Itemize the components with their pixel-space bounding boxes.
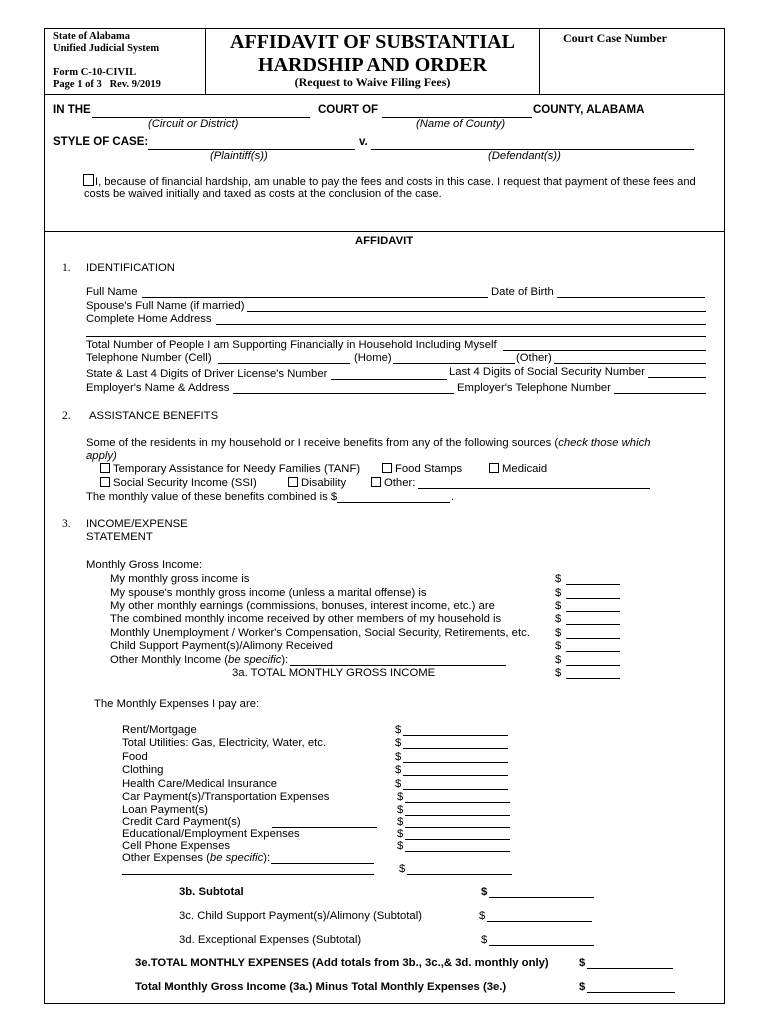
benefits-intro <box>86 437 651 449</box>
expense-dollar-sign: $ <box>395 764 402 776</box>
frame-left <box>44 28 45 1004</box>
income-dollar-sign: $ <box>555 573 562 585</box>
income-amount-field[interactable] <box>566 611 620 612</box>
benefits-intro-italic: check those which <box>558 437 651 449</box>
food-stamps-option[interactable] <box>382 463 462 475</box>
medicaid-label: Medicaid <box>502 463 548 475</box>
style-of-case-label: STYLE OF CASE: <box>53 136 149 148</box>
income-amount-field[interactable] <box>566 598 620 599</box>
other-expenses-label: Other Expenses (be specific): <box>122 852 271 864</box>
expense-item-label: Clothing <box>122 764 164 776</box>
expenses-heading: The Monthly Expenses I pay are: <box>94 698 260 710</box>
tanf-checkbox[interactable] <box>100 463 110 473</box>
other-phone-label: (Other) <box>516 352 552 364</box>
total-expenses-field[interactable] <box>587 968 673 969</box>
income-item-label: Child Support Payment(s)/Alimony Received <box>110 640 333 652</box>
expense-dollar-sign: $ <box>397 840 404 852</box>
expense-amount-field[interactable] <box>403 789 508 790</box>
frame-top <box>44 28 725 29</box>
child-support-subtotal-label: 3c. Child Support Payment(s)/Alimony (Subtotal) <box>179 910 422 922</box>
home-address-label: Complete Home Address <box>86 313 212 325</box>
exceptional-expenses-field[interactable] <box>489 945 594 946</box>
versus-label: v. <box>359 136 368 148</box>
income-amount-field[interactable] <box>566 638 620 639</box>
date-of-birth-label: Date of Birth <box>491 286 554 298</box>
expense-item-label: Cell Phone Expenses <box>122 840 231 852</box>
court-of-label: COURT OF <box>318 104 379 116</box>
expense-dollar-sign: $ <box>397 816 404 828</box>
income-dollar-sign: $ <box>555 587 562 599</box>
food-stamps-label: Food Stamps <box>395 463 463 475</box>
medicaid-option[interactable] <box>489 463 547 475</box>
expense-amount-field[interactable] <box>405 827 510 828</box>
expense-item-label: Food <box>122 751 148 763</box>
section-3-number: 3. <box>62 518 71 530</box>
employer-phone-field[interactable] <box>614 393 706 394</box>
subtotal-dollar-sign: $ <box>481 886 488 898</box>
cell-phone-label: Telephone Number (Cell) <box>86 352 212 364</box>
court-case-number-field[interactable] <box>545 48 719 90</box>
state-name: State of Alabama <box>53 31 130 42</box>
expense-dollar-sign: $ <box>395 724 402 736</box>
drivers-license-field[interactable] <box>331 379 447 380</box>
benefits-value-field[interactable] <box>337 502 450 503</box>
home-address-field-2[interactable] <box>86 336 706 337</box>
expense-amount-field[interactable] <box>405 839 510 840</box>
other-income-label: Other Monthly Income (be specific): <box>110 654 289 666</box>
tanf-option[interactable] <box>100 463 360 475</box>
form-title-line1: AFFIDAVIT OF SUBSTANTIAL <box>230 31 515 53</box>
ssi-option[interactable] <box>100 477 257 489</box>
income-dollar-sign: $ <box>555 654 562 666</box>
in-the-label: IN THE <box>53 104 91 116</box>
other-benefit-label: Other: <box>384 477 416 489</box>
employer-label: Employer's Name & Address <box>86 382 230 394</box>
page-number: Page 1 of 3 <box>53 79 102 90</box>
other-expenses-description-field-2[interactable] <box>122 874 374 875</box>
affidavit-heading: AFFIDAVIT <box>355 235 414 247</box>
expense-item-label: Total Utilities: Gas, Electricity, Water, etc. <box>122 737 327 749</box>
other-expenses-description-field[interactable] <box>271 863 374 864</box>
benefits-intro-text: Some of the residents in my household or I receive benefits from any of the following sources ( <box>86 437 559 449</box>
expense-amount-field[interactable] <box>403 748 508 749</box>
expense-amount-field[interactable] <box>403 775 508 776</box>
expense-dollar-sign: $ <box>399 863 406 875</box>
income-item-label: The combined monthly income received by other members of my household is <box>110 613 502 625</box>
expense-dollar-sign: $ <box>395 778 402 790</box>
plaintiff-hint: (Plaintiff(s)) <box>210 150 268 162</box>
other-benefit-checkbox[interactable] <box>371 477 381 487</box>
disability-option[interactable] <box>288 477 346 489</box>
other-expenses-amount-field[interactable] <box>407 874 512 875</box>
frame-right <box>724 28 725 1004</box>
county-name-hint: (Name of County) <box>416 118 506 130</box>
total-income-label: 3a. TOTAL MONTHLY GROSS INCOME <box>232 667 436 679</box>
income-dollar-sign: $ <box>555 667 562 679</box>
income-item-label: My other monthly earnings (commissions, bonuses, interest income, etc.) are <box>110 600 495 612</box>
income-item-label: Monthly Unemployment / Worker's Compensation, Social Security, Retirements, etc. <box>110 627 530 639</box>
ssn-field[interactable] <box>648 377 706 378</box>
net-income-field[interactable] <box>587 992 675 993</box>
spouse-name-label: Spouse's Full Name (if married) <box>86 300 245 312</box>
exceptional-dollar-sign: $ <box>481 934 488 946</box>
subtotal-label: 3b. Subtotal <box>179 886 244 898</box>
income-amount-field[interactable] <box>566 624 620 625</box>
expense-amount-field[interactable] <box>405 815 510 816</box>
income-dollar-sign: $ <box>555 640 562 652</box>
waiver-request-checkbox[interactable] <box>83 174 94 186</box>
expense-item-label: Credit Card Payment(s) <box>122 816 241 828</box>
section-2-title: ASSISTANCE BENEFITS <box>89 410 219 422</box>
cell-phone-field[interactable] <box>218 363 350 364</box>
income-heading: Monthly Gross Income: <box>86 559 203 571</box>
net-income-label: Total Monthly Gross Income (3a.) Minus Total Monthly Expenses (3e.) <box>135 981 507 993</box>
employer-phone-label: Employer's Telephone Number <box>457 382 611 394</box>
benefits-value-label: The monthly value of these benefits combined is $ <box>86 491 338 503</box>
expense-item-label: Rent/Mortgage <box>122 724 197 736</box>
waiver-request-line2: costs be waived initially and taxed as costs at the conclusion of the case. <box>84 188 442 200</box>
subtotal-field[interactable] <box>489 897 594 898</box>
form-title-line2: HARDSHIP AND ORDER <box>258 54 487 76</box>
expense-item-label: Car Payment(s)/Transportation Expenses <box>122 791 330 803</box>
food-stamps-checkbox[interactable] <box>382 463 392 473</box>
expense-dollar-sign: $ <box>395 751 402 763</box>
income-amount-field[interactable] <box>566 651 620 652</box>
total-expenses-label: 3e.TOTAL MONTHLY EXPENSES (Add totals from 3b., 3c.,& 3d. monthly only) <box>135 957 549 969</box>
tanf-label: Temporary Assistance for Needy Families (TANF) <box>113 463 361 475</box>
revision: Rev. 9/2019 <box>109 79 161 90</box>
home-address-field[interactable] <box>216 324 706 325</box>
home-phone-field[interactable] <box>393 363 515 364</box>
household-count-label: Total Number of People I am Supporting Financially in Household Including Myself <box>86 339 497 351</box>
expense-item-label: Educational/Employment Expenses <box>122 828 300 840</box>
expense-dollar-sign: $ <box>397 804 404 816</box>
date-of-birth-field[interactable] <box>557 297 705 298</box>
other-phone-field[interactable] <box>554 363 706 364</box>
section-1-title: IDENTIFICATION <box>86 262 175 274</box>
disability-label: Disability <box>301 477 347 489</box>
spouse-name-field[interactable] <box>247 311 706 312</box>
expense-dollar-sign: $ <box>397 828 404 840</box>
form-number: Form C-10-CIVIL <box>53 67 137 78</box>
income-dollar-sign: $ <box>555 600 562 612</box>
circuit-district-hint: (Circuit or District) <box>148 118 239 130</box>
total-expenses-dollar-sign: $ <box>579 957 586 969</box>
expense-item-label: Loan Payment(s) <box>122 804 209 816</box>
child-support-dollar-sign: $ <box>479 910 486 922</box>
header-divider-right <box>539 28 540 94</box>
county-alabama-label: COUNTY, ALABAMA <box>533 104 645 116</box>
home-phone-label: (Home) <box>354 352 392 364</box>
affidavit-top-rule <box>44 231 725 232</box>
court-case-number-label: Court Case Number <box>563 31 667 45</box>
defendant-hint: (Defendant(s)) <box>488 150 561 162</box>
section-3-title-line1: INCOME/EXPENSE <box>86 518 188 530</box>
disability-checkbox[interactable] <box>288 477 298 487</box>
ssi-checkbox[interactable] <box>100 477 110 487</box>
full-name-field[interactable] <box>142 297 488 298</box>
child-support-subtotal-field[interactable] <box>487 921 592 922</box>
other-benefit-option[interactable] <box>371 477 415 489</box>
exceptional-expenses-label: 3d. Exceptional Expenses (Subtotal) <box>179 934 362 946</box>
expense-amount-field[interactable] <box>403 762 508 763</box>
drivers-license-label: State & Last 4 Digits of Driver License's Number <box>86 368 328 380</box>
section-1-number: 1. <box>62 262 71 274</box>
expense-dollar-sign: $ <box>397 791 404 803</box>
full-name-label: Full Name <box>86 286 138 298</box>
income-item-label: My spouse's monthly gross income (unless a marital offense) is <box>110 587 427 599</box>
page-info <box>53 79 161 91</box>
ssn-label: Last 4 Digits of Social Security Number <box>449 366 645 378</box>
form-subtitle: (Request to Waive Filing Fees) <box>294 75 451 89</box>
income-dollar-sign: $ <box>555 613 562 625</box>
employer-field[interactable] <box>233 393 454 394</box>
section-3-title-line2: STATEMENT <box>86 531 153 543</box>
income-amount-field[interactable] <box>566 665 620 666</box>
judicial-system: Unified Judicial System <box>53 43 160 54</box>
frame-bottom <box>44 1003 725 1004</box>
benefits-intro-apply: apply) <box>86 450 117 462</box>
expense-amount-field[interactable] <box>405 802 510 803</box>
waiver-request-line1: I, because of financial hardship, am unable to pay the fees and costs in this case. I request that payment of these fees and <box>95 176 696 188</box>
income-amount-field[interactable] <box>566 584 620 585</box>
expense-amount-field[interactable] <box>403 735 508 736</box>
expense-item-label: Health Care/Medical Insurance <box>122 778 278 790</box>
section-2-number: 2. <box>62 410 71 422</box>
total-income-field[interactable] <box>566 678 620 679</box>
other-income-description-field[interactable] <box>290 665 506 666</box>
medicaid-checkbox[interactable] <box>489 463 499 473</box>
other-benefit-field[interactable] <box>418 488 650 489</box>
ssi-label: Social Security Income (SSI) <box>113 477 257 489</box>
expense-dollar-sign: $ <box>395 737 402 749</box>
expense-amount-field[interactable] <box>405 851 510 852</box>
header-bottom-rule <box>44 94 725 95</box>
income-dollar-sign: $ <box>555 627 562 639</box>
benefits-value-period: . <box>451 491 455 503</box>
income-item-label: My monthly gross income is <box>110 573 250 585</box>
household-count-field[interactable] <box>503 350 706 351</box>
net-income-dollar-sign: $ <box>579 981 586 993</box>
